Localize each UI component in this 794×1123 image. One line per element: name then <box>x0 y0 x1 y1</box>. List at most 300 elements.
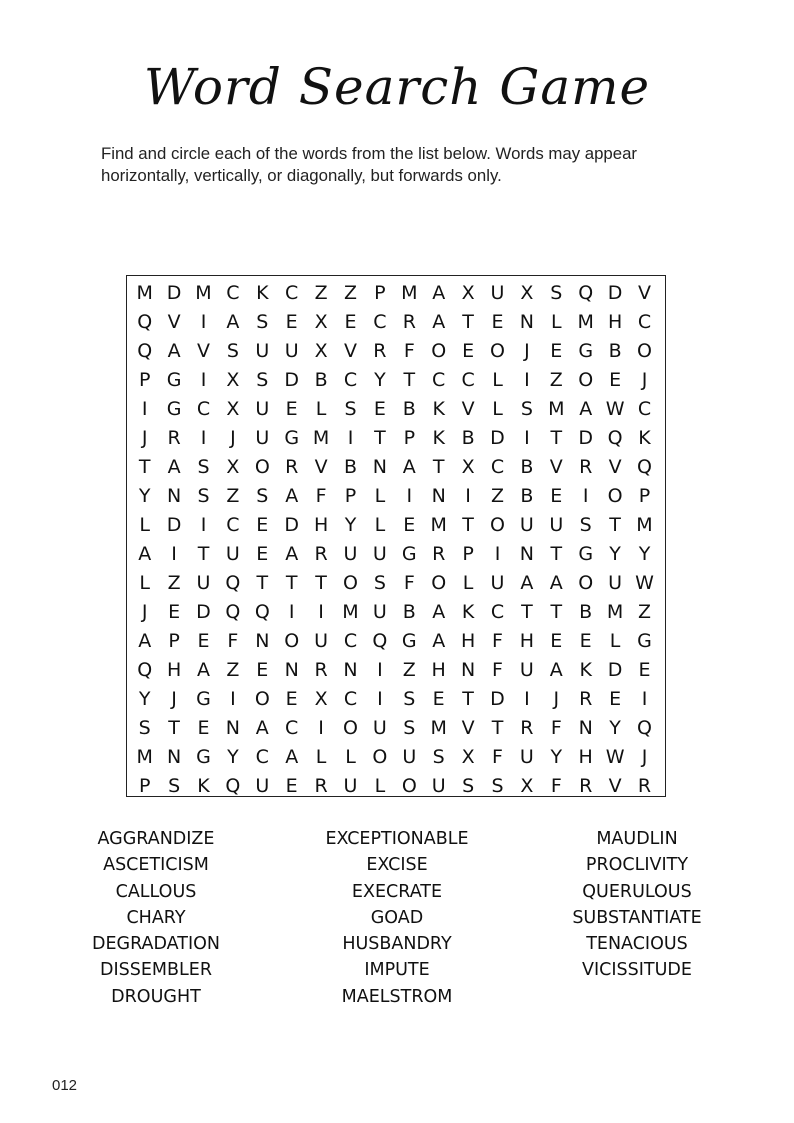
grid-letter: L <box>492 398 503 420</box>
grid-letter: M <box>577 311 594 333</box>
grid-letter: O <box>254 456 270 478</box>
grid-letter: Y <box>344 514 357 536</box>
grid-letter: J <box>524 340 530 362</box>
grid-letter: P <box>638 485 651 507</box>
grid-letter: E <box>197 630 210 652</box>
grid-letter: L <box>492 369 503 391</box>
grid-letter: S <box>197 485 210 507</box>
grid-letter: E <box>373 398 386 420</box>
grid-letter: U <box>372 601 387 623</box>
grid-letter: X <box>226 369 240 391</box>
grid-letter: E <box>462 340 475 362</box>
grid-letter: Z <box>490 485 505 507</box>
grid-letter: S <box>432 746 445 768</box>
grid-letter: N <box>460 659 476 681</box>
grid-letter: U <box>519 514 534 536</box>
grid-letter: H <box>578 746 593 768</box>
grid-letter: U <box>372 543 387 565</box>
grid-letter: N <box>578 717 593 739</box>
grid-letter: M <box>312 427 330 449</box>
grid-letter: X <box>461 282 475 304</box>
grid-letter: E <box>550 485 563 507</box>
grid-letter: T <box>491 717 504 739</box>
grid-letter: P <box>344 485 357 507</box>
grid-letter: L <box>315 398 327 420</box>
grid-letter: P <box>403 427 416 449</box>
grid-letter: U <box>255 340 270 362</box>
grid-letter: U <box>343 775 358 797</box>
grid-letter: L <box>374 514 386 536</box>
grid-letter: P <box>462 543 474 565</box>
grid-letter: T <box>403 369 416 391</box>
grid-letter: X <box>520 282 534 304</box>
grid-letter: E <box>256 514 269 536</box>
grid-letter: B <box>314 369 328 391</box>
grid-letter: A <box>167 456 181 478</box>
grid-letter: U <box>196 572 211 594</box>
grid-letter: R <box>167 427 181 449</box>
grid-letter: V <box>608 456 622 478</box>
grid-letter: X <box>314 688 328 710</box>
grid-letter: R <box>579 688 593 710</box>
grid-letter: U <box>549 514 564 536</box>
grid-letter: X <box>461 746 475 768</box>
grid-letter: J <box>141 427 148 449</box>
grid-letter: Q <box>137 340 153 362</box>
grid-letter: G <box>284 427 300 449</box>
grid-letter: J <box>641 369 648 391</box>
grid-letter: Y <box>138 688 151 710</box>
grid-letter: W <box>605 746 625 768</box>
grid-letter: T <box>256 572 269 594</box>
word-list-item: MAUDLIN <box>596 829 678 849</box>
grid-letter: A <box>549 659 563 681</box>
grid-letter: I <box>288 601 295 623</box>
grid-letter: S <box>138 717 151 739</box>
grid-letter: H <box>431 659 446 681</box>
grid-letter: A <box>285 746 299 768</box>
word-list-item: GOAD <box>370 907 424 928</box>
grid-letter: M <box>548 398 565 420</box>
grid-letter: E <box>285 398 298 420</box>
grid-letter: L <box>345 746 356 768</box>
grid-letter: D <box>284 369 299 391</box>
grid-letter: A <box>549 572 563 594</box>
grid-letter: A <box>579 398 593 420</box>
grid-letter: F <box>403 340 415 362</box>
grid-letter: Y <box>374 369 386 391</box>
grid-letter: O <box>578 369 594 391</box>
grid-letter: H <box>313 514 329 536</box>
grid-letter: O <box>637 340 652 362</box>
grid-letter: O <box>372 746 388 768</box>
grid-letter: F <box>403 572 415 594</box>
word-list-column-1 <box>56 826 256 1010</box>
grid-letter: U <box>255 775 270 797</box>
word-list-column-2 <box>297 826 497 1010</box>
grid-letter: I <box>582 485 589 507</box>
grid-letter: D <box>607 282 623 304</box>
grid-letter: O <box>343 717 358 739</box>
grid-letter: Z <box>343 282 358 304</box>
word-list-item: VICISSITUDE <box>582 960 692 981</box>
grid-letter: T <box>462 688 474 710</box>
grid-letter: N <box>519 543 534 565</box>
grid-letter: U <box>608 572 623 594</box>
grid-letter: S <box>462 775 475 797</box>
grid-letter: Z <box>226 485 240 507</box>
grid-letter: Z <box>314 282 328 304</box>
grid-letter: S <box>256 369 269 391</box>
grid-letter: S <box>344 398 357 420</box>
grid-letter: A <box>138 630 152 652</box>
grid-letter: D <box>166 282 182 304</box>
grid-letter: A <box>285 543 299 565</box>
grid-letter: R <box>285 456 299 478</box>
grid-letter: C <box>373 311 387 333</box>
word-list-item: HUSBANDRY <box>342 934 452 955</box>
grid-letter: Y <box>609 717 621 739</box>
grid-letter: A <box>520 572 534 594</box>
grid-letter: Y <box>638 543 651 565</box>
word-list-item: DEGRADATION <box>91 934 220 955</box>
grid-letter: S <box>550 282 563 304</box>
grid-letter: N <box>166 746 182 768</box>
grid-letter: R <box>314 659 328 681</box>
grid-letter: N <box>372 456 387 478</box>
grid-letter: C <box>343 630 358 652</box>
grid-letter: G <box>578 340 594 362</box>
grid-letter: C <box>285 717 299 739</box>
letter-grid <box>126 275 666 797</box>
grid-letter: I <box>200 369 207 391</box>
grid-letter: O <box>431 340 447 362</box>
grid-letter: J <box>141 601 148 623</box>
grid-letter: S <box>197 456 210 478</box>
grid-letter: Y <box>609 543 621 565</box>
grid-letter: Z <box>402 659 416 681</box>
grid-letter: I <box>377 659 383 681</box>
grid-letter: I <box>200 514 207 536</box>
grid-letter: I <box>200 427 207 449</box>
grid-letter: I <box>465 485 471 507</box>
grid-letter: M <box>430 717 447 739</box>
grid-letter: D <box>607 659 623 681</box>
grid-letter: A <box>432 601 446 623</box>
grid-letter: R <box>637 775 652 797</box>
grid-letter: T <box>609 514 621 536</box>
grid-letter: U <box>519 659 534 681</box>
grid-letter: F <box>227 630 239 652</box>
grid-letter: O <box>490 340 505 362</box>
grid-letter: A <box>402 456 416 478</box>
grid-letter: S <box>403 688 416 710</box>
grid-letter: M <box>606 601 624 623</box>
grid-letter: U <box>402 746 417 768</box>
grid-letter: C <box>226 514 240 536</box>
grid-letter: F <box>550 775 562 797</box>
grid-letter: L <box>315 746 327 768</box>
grid-letter: V <box>461 398 475 420</box>
grid-letter: V <box>608 775 622 797</box>
grid-letter: T <box>197 543 210 565</box>
grid-letter: Q <box>607 427 623 449</box>
grid-letter: Q <box>372 630 388 652</box>
grid-letter: S <box>168 775 181 797</box>
grid-letter: Y <box>138 485 151 507</box>
grid-letter: T <box>462 311 474 333</box>
grid-letter: A <box>285 485 299 507</box>
grid-letter: X <box>520 775 534 797</box>
word-list-item: CALLOUS <box>115 881 197 902</box>
grid-letter: P <box>138 369 151 391</box>
grid-letter: C <box>343 688 358 710</box>
grid-letter: N <box>519 311 534 333</box>
grid-letter: E <box>609 688 622 710</box>
grid-letter: N <box>255 630 270 652</box>
grid-letter: L <box>139 514 150 536</box>
grid-letter: C <box>343 369 358 391</box>
word-list-item: EXECRATE <box>351 881 443 902</box>
word-list-item: QUERULOUS <box>582 881 692 902</box>
grid-letter: I <box>524 688 530 710</box>
grid-letter: L <box>374 485 386 507</box>
grid-letter: I <box>318 601 324 623</box>
grid-letter: E <box>491 311 504 333</box>
grid-letter: R <box>314 543 328 565</box>
grid-letter: Q <box>637 717 652 739</box>
grid-letter: T <box>550 543 563 565</box>
grid-letter: F <box>492 630 503 652</box>
grid-letter: E <box>197 717 210 739</box>
page-number: 012 <box>52 1077 78 1094</box>
grid-letter: Z <box>226 659 240 681</box>
grid-letter: Z <box>549 369 563 391</box>
grid-letter: C <box>637 311 652 333</box>
grid-letter: J <box>553 688 560 710</box>
grid-letter: D <box>284 514 299 536</box>
grid-letter: Q <box>137 659 153 681</box>
grid-letter: J <box>171 688 177 710</box>
grid-letter: P <box>168 630 180 652</box>
instructions-text: Find and circle each of the words from the list below. Words may appear horizontally, vertically, or diagonally, but forwards only. <box>101 144 638 185</box>
grid-letter: O <box>284 630 300 652</box>
grid-letter: G <box>196 688 211 710</box>
grid-letter: S <box>579 514 592 536</box>
grid-letter: L <box>374 775 386 797</box>
grid-letter: E <box>579 630 592 652</box>
grid-letter: O <box>431 572 447 594</box>
grid-letter: C <box>226 282 240 304</box>
grid-letter: U <box>519 746 534 768</box>
grid-letter: V <box>167 311 181 333</box>
grid-letter: Q <box>254 601 270 623</box>
page-title: Word Search Game <box>143 58 651 116</box>
grid-letter: U <box>314 630 329 652</box>
grid-letter: C <box>196 398 211 420</box>
grid-letter: J <box>230 427 236 449</box>
grid-letter: D <box>578 427 593 449</box>
grid-letter: H <box>519 630 535 652</box>
grid-letter: Q <box>225 601 241 623</box>
grid-letter: E <box>256 543 269 565</box>
grid-letter: T <box>138 456 151 478</box>
grid-letter: U <box>343 543 358 565</box>
grid-letter: I <box>171 543 177 565</box>
grid-letter: I <box>141 398 148 420</box>
grid-letter: I <box>318 717 324 739</box>
grid-letter: M <box>401 282 418 304</box>
grid-letter: E <box>256 659 269 681</box>
grid-letter: G <box>401 543 417 565</box>
grid-letter: R <box>432 543 446 565</box>
grid-letter: K <box>432 398 445 420</box>
grid-letter: Z <box>637 601 652 623</box>
grid-letter: W <box>635 572 654 594</box>
grid-letter: Q <box>637 456 652 478</box>
grid-letter: F <box>315 485 327 507</box>
grid-letter: S <box>373 572 386 594</box>
grid-letter: I <box>200 311 207 333</box>
grid-letter: I <box>641 688 648 710</box>
grid-letter: I <box>230 688 236 710</box>
grid-letter: A <box>255 717 269 739</box>
grid-letter: Q <box>137 311 153 333</box>
grid-letter: S <box>226 340 239 362</box>
grid-letter: A <box>197 659 210 681</box>
grid-letter: R <box>579 456 593 478</box>
grid-letter: Q <box>225 572 241 594</box>
grid-letter: X <box>461 456 475 478</box>
grid-letter: R <box>520 717 534 739</box>
word-list-item: CHARY <box>126 907 186 928</box>
grid-letter: F <box>492 746 503 768</box>
grid-letter: M <box>430 514 447 536</box>
grid-letter: C <box>461 369 475 391</box>
grid-letter: R <box>373 340 387 362</box>
grid-letter: M <box>636 514 653 536</box>
grid-letter: T <box>168 717 180 739</box>
grid-letter: T <box>432 456 445 478</box>
grid-letter: V <box>344 340 357 362</box>
grid-letter: A <box>432 630 446 652</box>
grid-letter: G <box>578 543 594 565</box>
grid-letter: V <box>197 340 210 362</box>
grid-letter: B <box>579 601 593 623</box>
grid-letter: O <box>578 572 594 594</box>
grid-letter: T <box>462 514 474 536</box>
grid-letter: V <box>549 456 563 478</box>
grid-letter: M <box>136 282 153 304</box>
grid-letter: W <box>605 398 625 420</box>
grid-letter: Z <box>167 572 181 594</box>
grid-letter: S <box>256 485 269 507</box>
grid-letter: J <box>641 746 648 768</box>
grid-letter: I <box>377 688 383 710</box>
grid-letter: G <box>401 630 417 652</box>
grid-letter: E <box>285 688 298 710</box>
grid-letter: D <box>490 427 505 449</box>
grid-letter: A <box>226 311 240 333</box>
grid-letter: N <box>343 659 358 681</box>
grid-letter: C <box>255 746 269 768</box>
grid-letter: T <box>374 427 386 449</box>
grid-letter: P <box>138 775 151 797</box>
grid-letter: U <box>431 775 446 797</box>
grid-letter: E <box>638 659 651 681</box>
word-list-item: SUBSTANTIATE <box>572 907 702 928</box>
grid-letter: A <box>432 282 446 304</box>
grid-letter: R <box>579 775 593 797</box>
word-list-item: EXCEPTIONABLE <box>325 829 469 849</box>
grid-letter: S <box>520 398 533 420</box>
grid-letter: O <box>607 485 623 507</box>
grid-letter: S <box>256 311 269 333</box>
grid-letter: A <box>432 311 446 333</box>
grid-letter: A <box>167 340 181 362</box>
grid-letter: V <box>314 456 328 478</box>
grid-letter: E <box>550 630 563 652</box>
grid-letter: B <box>608 340 622 362</box>
grid-letter: U <box>255 398 270 420</box>
grid-letter: F <box>492 659 503 681</box>
grid-letter: B <box>461 427 475 449</box>
grid-letter: O <box>343 572 358 594</box>
grid-letter: C <box>285 282 299 304</box>
grid-letter: G <box>637 630 652 652</box>
grid-letter: B <box>402 601 416 623</box>
grid-letter: U <box>284 340 299 362</box>
grid-letter: I <box>524 369 530 391</box>
grid-letter: N <box>431 485 446 507</box>
word-list-item: PROCLIVITY <box>585 855 689 876</box>
word-list-item: DROUGHT <box>111 986 201 1007</box>
grid-letter: I <box>406 485 413 507</box>
grid-letter: R <box>314 775 328 797</box>
grid-letter: H <box>607 311 623 333</box>
grid-letter: S <box>491 775 504 797</box>
grid-letter: G <box>196 746 211 768</box>
grid-letter: B <box>520 456 534 478</box>
grid-letter: O <box>490 514 505 536</box>
grid-letter: U <box>490 572 505 594</box>
grid-letter: G <box>166 369 182 391</box>
grid-letter: E <box>403 514 416 536</box>
word-list-item: AGGRANDIZE <box>97 829 215 849</box>
grid-letter: H <box>166 659 182 681</box>
grid-letter: D <box>490 688 505 710</box>
grid-letter: N <box>166 485 182 507</box>
grid-letter: B <box>402 398 416 420</box>
grid-letter: Q <box>578 282 594 304</box>
grid-letter: D <box>196 601 211 623</box>
grid-letter: C <box>637 398 652 420</box>
grid-letter: T <box>315 572 327 594</box>
grid-letter: H <box>460 630 476 652</box>
word-list-item: IMPUTE <box>364 960 430 981</box>
grid-letter: E <box>168 601 181 623</box>
grid-letter: O <box>254 688 270 710</box>
grid-letter: L <box>609 630 621 652</box>
grid-letter: G <box>166 398 182 420</box>
word-list-item: DISSEMBLER <box>100 960 212 981</box>
word-list-item: EXCISE <box>366 855 428 876</box>
grid-letter: A <box>138 543 152 565</box>
word-list-item: MAELSTROM <box>341 986 453 1007</box>
grid-letter: S <box>403 717 416 739</box>
grid-letter: U <box>490 282 505 304</box>
grid-letter: K <box>579 659 592 681</box>
